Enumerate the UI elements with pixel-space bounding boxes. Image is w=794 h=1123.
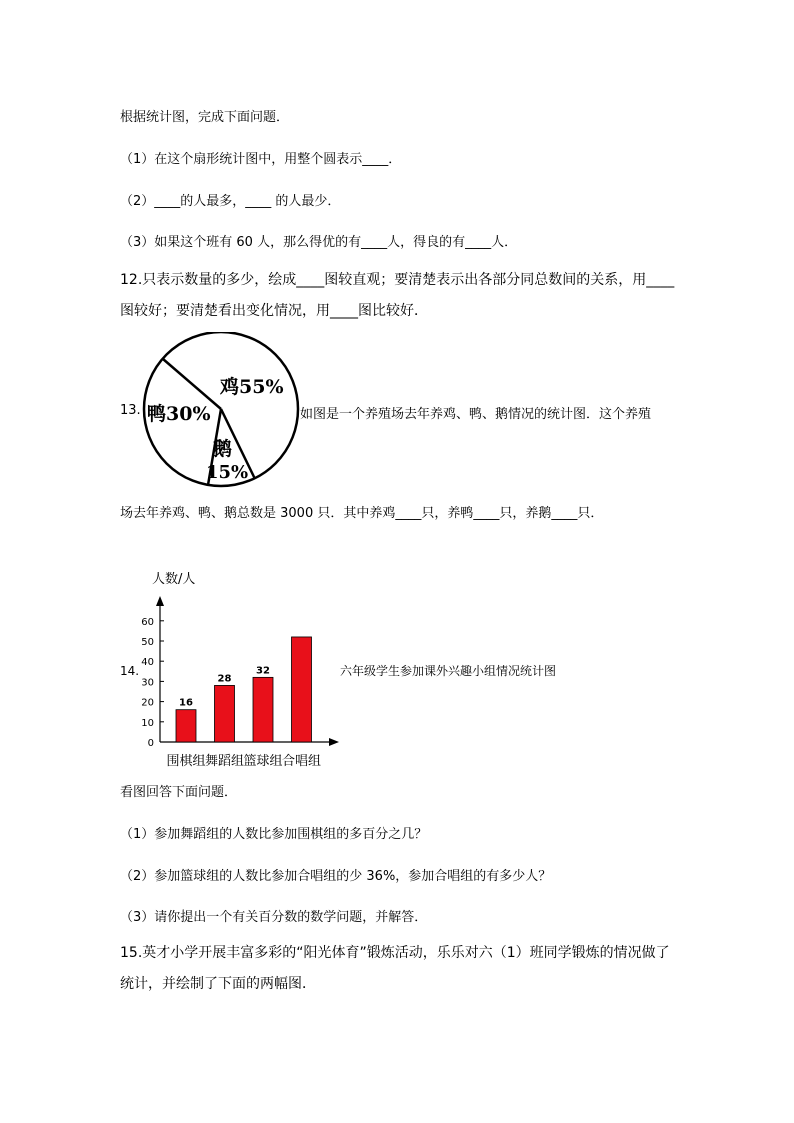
q14-number: 14.: [120, 664, 140, 678]
bar-value-label: 32: [256, 665, 270, 677]
y-tick-label: 20: [141, 697, 154, 709]
bar-1: [176, 710, 196, 742]
y-tick-label: 60: [141, 616, 154, 628]
bar-4: [292, 637, 312, 742]
q15-line2: 统计，并绘制了下面的两幅图．: [120, 976, 316, 992]
pie-label-duck: 鸭30%: [147, 403, 211, 425]
q14-prompt: 看图回答下面问题．: [120, 785, 238, 800]
q11-sub3: （3）如果这个班有 60 人，那么得优的有____人，得良的有____人．: [120, 235, 518, 250]
chart-title: 六年级学生参加课外兴趣小组情况统计图: [340, 664, 557, 678]
intro-text: 根据统计图，完成下面问题．: [120, 110, 290, 125]
q13-continuation: 场去年养鸡、鸭、鹅总数是 3000 只．其中养鸡____只，养鸭____只，养鹅____只．: [120, 506, 604, 521]
q13-caption: 如图是一个养殖场去年养鸡、鸭、鹅情况的统计图．这个养殖: [300, 407, 652, 422]
q15-line1: 15.英才小学开展丰富多彩的“阳光体育”锻炼活动，乐乐对六（1）班同学锻炼的情况做了: [120, 945, 670, 961]
y-tick-label: 50: [141, 637, 154, 648]
pie-label-chicken: 鸡55%: [220, 376, 284, 398]
q12-line2: 图较好；要清楚看出变化情况，用____图比较好．: [120, 303, 428, 319]
q14-sub2: （2）参加篮球组的人数比参加合唱组的少 36%，参加合唱组的有多少人？: [120, 869, 552, 884]
x-category-label: 舞蹈组: [204, 754, 245, 769]
bar-chart: [140, 566, 350, 772]
pie-chart: [142, 332, 302, 488]
pie-label-goose-bottom: 15%: [206, 462, 249, 483]
bar-value-label: 16: [179, 697, 193, 709]
q13-number: 13.: [120, 403, 141, 418]
x-category-label: 篮球组: [243, 754, 283, 769]
y-tick-label: 0: [147, 738, 154, 749]
pie-label-goose-top: 鹅: [213, 438, 233, 460]
bar-2: [215, 685, 235, 742]
bar-value-label: 28: [217, 673, 232, 685]
y-tick-label: 40: [141, 657, 154, 669]
x-category-label: 合唱组: [281, 754, 322, 769]
q12-line1: 12.只表示数量的多少，绘成____图较直观；要清楚表示出各部分同总数间的关系，用____: [120, 272, 675, 288]
x-axis-arrow: [329, 738, 339, 746]
y-tick-label: 30: [141, 677, 154, 689]
x-category-label: 围棋组: [166, 754, 206, 769]
bar-3: [253, 677, 273, 742]
q11-sub2: （2）____的人最多，____ 的人最少．: [120, 194, 341, 209]
q11-sub1: （1）在这个扇形统计图中，用整个圆表示____．: [120, 152, 402, 167]
q14-sub3: （3）请你提出一个有关百分数的数学问题，并解答．: [120, 910, 428, 925]
y-tick-label: 10: [141, 717, 154, 729]
q14-sub1: （1）参加舞蹈组的人数比参加围棋组的多百分之几？: [120, 827, 428, 842]
y-axis-arrow: [156, 596, 164, 606]
y-axis-label: 人数/人: [152, 572, 196, 587]
